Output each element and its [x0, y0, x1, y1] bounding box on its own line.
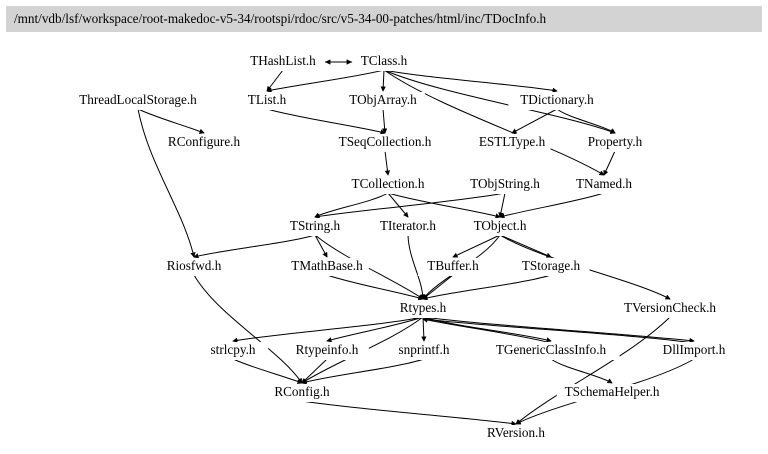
graph-edge	[233, 317, 423, 341]
graph-edge	[500, 193, 604, 217]
graph-edge	[423, 317, 424, 341]
graph-edge	[384, 70, 604, 175]
graph-node-Property[interactable]: Property.h	[587, 134, 643, 150]
graph-edge	[138, 109, 194, 257]
graph-edge	[267, 70, 283, 91]
graph-edge	[302, 359, 424, 383]
graph-node-TObjString[interactable]: TObjString.h	[470, 176, 540, 192]
graph-edge	[267, 109, 385, 133]
graph-edge	[302, 401, 516, 424]
graph-node-DllImport[interactable]: DllImport.h	[662, 342, 726, 358]
graph-edge	[315, 235, 327, 257]
graph-node-RVersion[interactable]: RVersion.h	[487, 425, 545, 441]
graph-edge	[327, 317, 423, 341]
graph-node-TIterator[interactable]: TIterator.h	[379, 218, 437, 234]
graph-node-ThreadLocalStorage[interactable]: ThreadLocalStorage.h	[79, 92, 197, 108]
graph-node-TCollection[interactable]: TCollection.h	[351, 176, 425, 192]
graph-edge	[453, 235, 500, 257]
graph-edge	[315, 193, 505, 217]
graph-node-Riosfwd[interactable]: Riosfwd.h	[166, 258, 222, 274]
graph-edge	[557, 109, 615, 133]
graph-node-TBuffer[interactable]: TBuffer.h	[427, 258, 479, 274]
graph-edge	[423, 317, 694, 341]
graph-node-TGenericClassInfo[interactable]: TGenericClassInfo.h	[495, 342, 607, 358]
graph-node-ESTLType[interactable]: ESTLType.h	[478, 134, 546, 150]
graph-node-RConfigure[interactable]: RConfigure.h	[167, 134, 241, 150]
graph-node-TSeqCollection[interactable]: TSeqCollection.h	[338, 134, 432, 150]
graph-edge	[194, 275, 302, 383]
graph-node-TSchemaHelper[interactable]: TSchemaHelper.h	[564, 384, 660, 400]
graph-edge	[388, 193, 408, 217]
graph-node-RConfig[interactable]: RConfig.h	[274, 384, 330, 400]
graph-node-TObject[interactable]: TObject.h	[473, 218, 527, 234]
graph-edge	[267, 70, 384, 91]
graph-node-TStorage[interactable]: TStorage.h	[521, 258, 581, 274]
graph-node-THashList[interactable]: THashList.h	[250, 53, 316, 69]
graph-edge	[383, 109, 385, 133]
graph-edge	[384, 70, 557, 91]
graph-edge	[423, 319, 694, 343]
graph-node-TVersionCheck[interactable]: TVersionCheck.h	[624, 300, 716, 316]
graph-edge	[383, 70, 384, 91]
graph-node-snprintf[interactable]: snprintf.h	[398, 342, 450, 358]
graph-node-TDictionary[interactable]: TDictionary.h	[520, 92, 594, 108]
graph-edge	[385, 151, 388, 175]
graph-edge	[500, 193, 505, 217]
graph-node-TObjArray[interactable]: TObjArray.h	[349, 92, 417, 108]
graph-edge	[315, 193, 388, 217]
graph-node-Rtypeinfo[interactable]: Rtypeinfo.h	[295, 342, 359, 358]
graph-edge	[423, 275, 551, 299]
graph-edge	[423, 319, 551, 343]
graph-edge	[512, 109, 557, 133]
graph-edge	[327, 275, 423, 299]
graph-edges	[138, 62, 694, 424]
graph-edge	[194, 235, 315, 257]
graph-edge	[500, 235, 551, 257]
graph-edge	[138, 109, 204, 133]
graph-node-TString[interactable]: TString.h	[289, 218, 341, 234]
graph-edge	[551, 359, 612, 383]
graph-node-strlcpy[interactable]: strlcpy.h	[210, 342, 256, 358]
graph-edge	[604, 151, 615, 175]
header-path-text: /mnt/vdb/lsf/workspace/root-makedoc-v5-34/rootspi/rdoc/src/v5-34-00-patches/html/inc/TDocInfo.h	[14, 11, 547, 27]
graph-node-TList[interactable]: TList.h	[247, 92, 287, 108]
graph-node-TMathBase[interactable]: TMathBase.h	[291, 258, 363, 274]
graph-node-TNamed[interactable]: TNamed.h	[575, 176, 633, 192]
graph-node-Rtypes[interactable]: Rtypes.h	[399, 300, 447, 316]
graph-nodes	[66, 53, 736, 443]
graph-node-TClass[interactable]: TClass.h	[360, 53, 408, 69]
